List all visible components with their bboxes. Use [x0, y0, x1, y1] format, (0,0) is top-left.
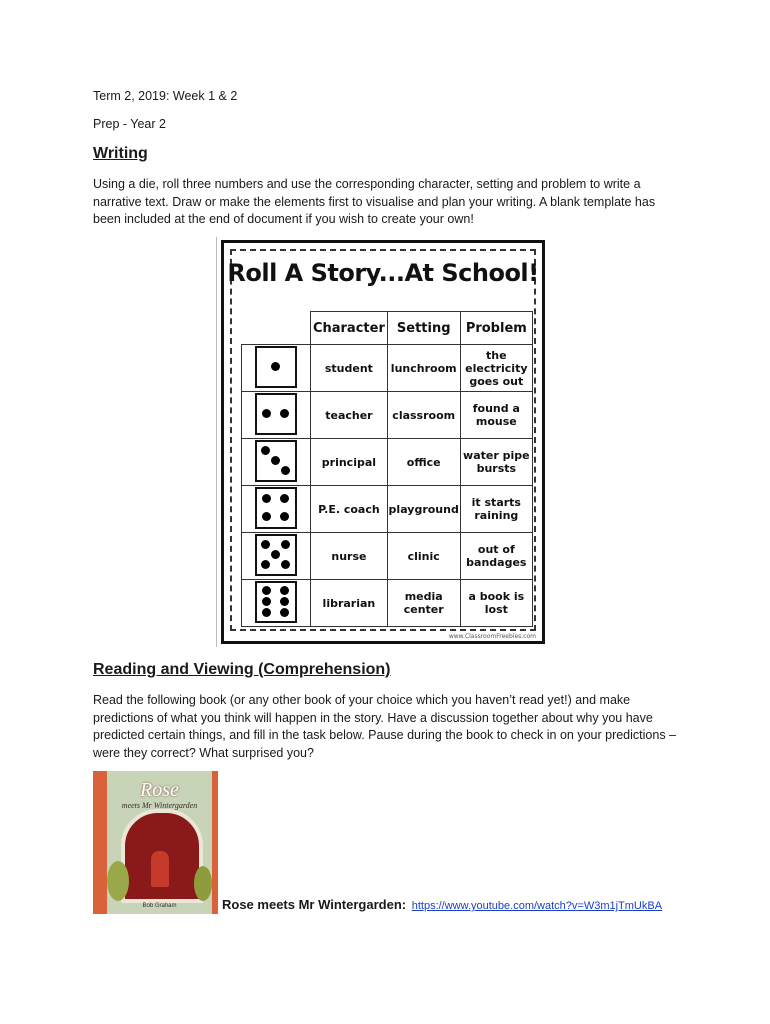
die-pip [271, 362, 280, 371]
character-cell: teacher [311, 392, 388, 439]
story-table [241, 311, 533, 627]
column-header-setting: Setting [387, 312, 460, 345]
die-pip [262, 512, 271, 521]
problem-cell: found a mouse [460, 392, 532, 439]
die-pip [280, 608, 289, 617]
die-face-1-icon [255, 346, 297, 388]
cover-plant-right [194, 866, 212, 901]
column-header-problem: Problem [460, 312, 532, 345]
column-header-character: Character [311, 312, 388, 345]
die-pip [280, 494, 289, 503]
die-pip [271, 550, 280, 559]
die-pip [280, 597, 289, 606]
die-face-5-icon [255, 534, 297, 576]
book-video-link[interactable]: https://www.youtube.com/watch?v=W3m1jTmUkBA [411, 900, 663, 912]
worksheet-title: Roll A Story...At School! [227, 259, 539, 287]
writing-instructions: Using a die, roll three numbers and use the corresponding character, setting and problem to write a narrative text. Draw or make the elements first to visualise and plan your writing. A blank template has been included at the end of document if you wish to create your own! [93, 177, 656, 226]
writing-heading: Writing [93, 145, 148, 162]
figure-left-rule [216, 237, 217, 647]
cover-right-border [212, 771, 218, 914]
die-pip [261, 560, 270, 569]
setting-cell: playground [387, 486, 460, 533]
setting-cell: clinic [387, 533, 460, 580]
table-row [242, 533, 533, 580]
die-pip [262, 494, 271, 503]
die-pip [280, 512, 289, 521]
table-row [242, 486, 533, 533]
die-face-6-icon [255, 581, 297, 623]
die-pip [261, 446, 270, 455]
problem-cell: the electricity goes out [460, 345, 532, 392]
die-face-2-icon [255, 393, 297, 435]
table-row [242, 439, 533, 486]
die-cell [242, 392, 311, 439]
cover-author: Bob Graham [142, 903, 177, 909]
roll-a-story-worksheet [216, 237, 550, 647]
character-cell: principal [311, 439, 388, 486]
table-row [242, 392, 533, 439]
cover-plant-left [107, 861, 129, 901]
setting-cell: office [387, 439, 460, 486]
problem-cell: water pipe bursts [460, 439, 532, 486]
book-reference [222, 897, 662, 912]
problem-cell: it starts raining [460, 486, 532, 533]
worksheet-border [221, 240, 545, 644]
die-pip [262, 608, 271, 617]
die-cell [242, 533, 311, 580]
setting-cell: media center [387, 580, 460, 627]
book-cover-image [93, 771, 218, 914]
cover-title: Rose [140, 779, 179, 801]
character-cell: P.E. coach [311, 486, 388, 533]
die-pip [261, 540, 270, 549]
reading-instructions: Read the following book (or any other book of your choice which you haven’t read yet!) and make predictions of what you think will happen in the story. Have a discussion together about why you have predicted certain things, and fill in the task below. Pause during the book to check in on your predictions – were they correct? What surprised you? [93, 693, 676, 760]
die-cell [242, 439, 311, 486]
table-row [242, 580, 533, 627]
reading-heading: Reading and Viewing (Comprehension) [93, 661, 391, 678]
die-pip [262, 409, 271, 418]
setting-cell: lunchroom [387, 345, 460, 392]
die-cell [242, 580, 311, 627]
die-pip [262, 597, 271, 606]
cover-subtitle: meets Mr Wintergarden [121, 801, 198, 810]
die-pip [262, 586, 271, 595]
worksheet-credit: www.ClassroomFreebies.com [448, 633, 536, 640]
problem-cell: out of bandages [460, 533, 532, 580]
die-pip [281, 466, 290, 475]
die-cell [242, 486, 311, 533]
cover-girl-figure [151, 851, 169, 887]
character-cell: librarian [311, 580, 388, 627]
book-title-label: Rose meets Mr Wintergarden: [222, 897, 407, 912]
die-cell [242, 345, 311, 392]
year-level-line: Prep - Year 2 [93, 117, 166, 131]
character-cell: student [311, 345, 388, 392]
table-header-row [242, 312, 533, 345]
blank-header-cell [242, 312, 311, 345]
problem-cell: a book is lost [460, 580, 532, 627]
term-line: Term 2, 2019: Week 1 & 2 [93, 89, 238, 103]
die-pip [281, 540, 290, 549]
table-row [242, 345, 533, 392]
die-pip [280, 586, 289, 595]
die-face-3-icon [255, 440, 297, 482]
die-pip [271, 456, 280, 465]
cover-left-border [93, 771, 107, 914]
character-cell: nurse [311, 533, 388, 580]
die-pip [280, 409, 289, 418]
setting-cell: classroom [387, 392, 460, 439]
die-pip [281, 560, 290, 569]
die-face-4-icon [255, 487, 297, 529]
